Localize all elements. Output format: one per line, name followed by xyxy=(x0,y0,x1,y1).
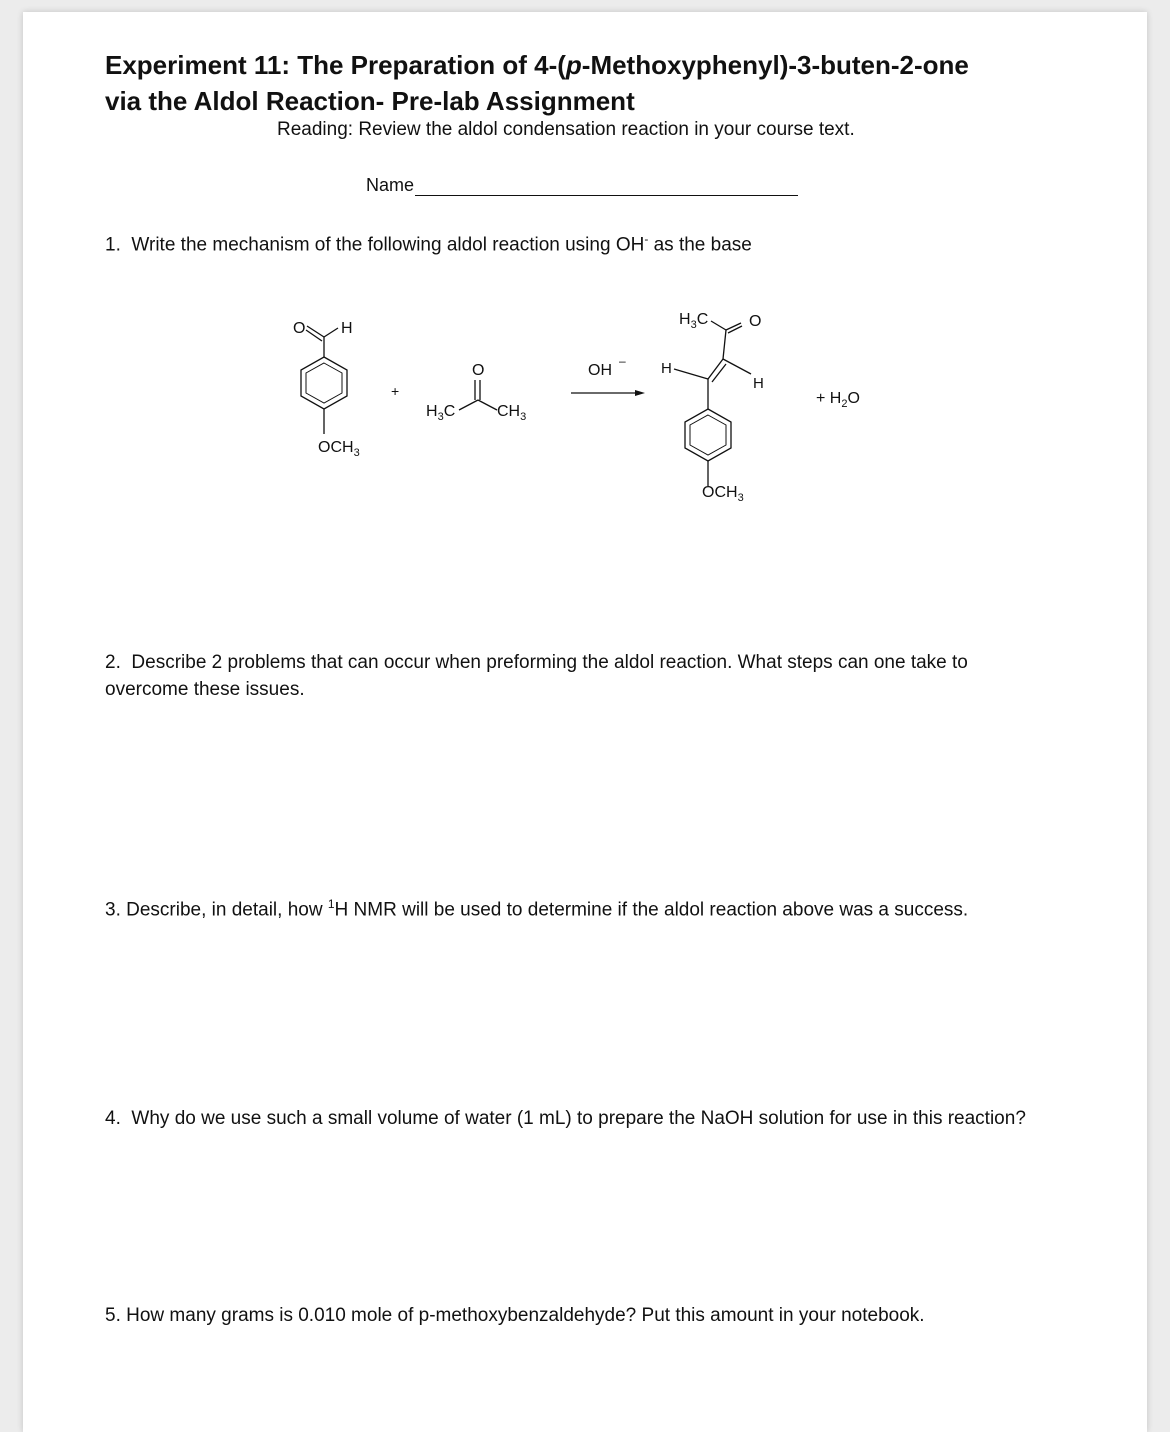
aldehyde-methoxy-label: $OCH_3$ xyxy=(318,439,360,459)
product-oxygen-label: O xyxy=(749,313,762,330)
acetone-right-methyl-label: $CH_3$ xyxy=(497,403,527,423)
product-right-hydrogen-label: H xyxy=(753,375,764,392)
name-label: Name xyxy=(366,175,415,195)
question-1: 1. Write the mechanism of the following aldol reaction using OH- as the base xyxy=(105,232,752,256)
question-5: 5. How many grams is 0.010 mole of p-methoxybenzaldehyde? Put this amount in your notebook. xyxy=(105,1305,925,1326)
water-byproduct-label: + $H_2O$ xyxy=(816,390,860,410)
reagent-charge-label: – xyxy=(619,354,626,368)
page-title: Experiment 11: The Preparation of 4-(p-Methoxyphenyl)-3-buten-2-one via the Aldol Reaction- Pre-lab Assignment xyxy=(105,50,969,116)
product-methoxy-label: $OCH_3$ xyxy=(702,484,744,504)
product-methyl-label: $H_3C$ xyxy=(679,311,709,331)
reaction-scheme xyxy=(23,12,1147,532)
product-structure xyxy=(661,311,764,504)
acetone-left-methyl-label: $H_3C$ xyxy=(426,403,456,423)
aldehyde-oxygen-label: O xyxy=(293,320,306,337)
acetone-oxygen-label: O xyxy=(472,362,485,379)
aldehyde-hydrogen-label: H xyxy=(341,320,353,337)
question-2: 2. Describe 2 problems that can occur when preforming the aldol reaction. What steps can one take to overcome these issues. xyxy=(105,652,968,700)
question-4: 4. Why do we use such a small volume of water (1 mL) to prepare the NaOH solution for use in this reaction? xyxy=(105,1108,1026,1129)
acetone-structure xyxy=(426,362,526,423)
p-methoxybenzaldehyde-structure xyxy=(293,320,360,459)
reaction-arrow xyxy=(571,354,645,396)
plus-sign: + xyxy=(391,383,400,399)
reagent-label: OH xyxy=(588,362,612,379)
question-3: 3. Describe, in detail, how $^1$H NMR will be used to determine if the aldol reaction above was a success. xyxy=(105,897,969,921)
reading-note: Reading: Review the aldol condensation reaction in your course text. xyxy=(277,119,855,140)
worksheet-page xyxy=(23,12,1147,1432)
product-left-hydrogen-label: H xyxy=(661,360,672,377)
